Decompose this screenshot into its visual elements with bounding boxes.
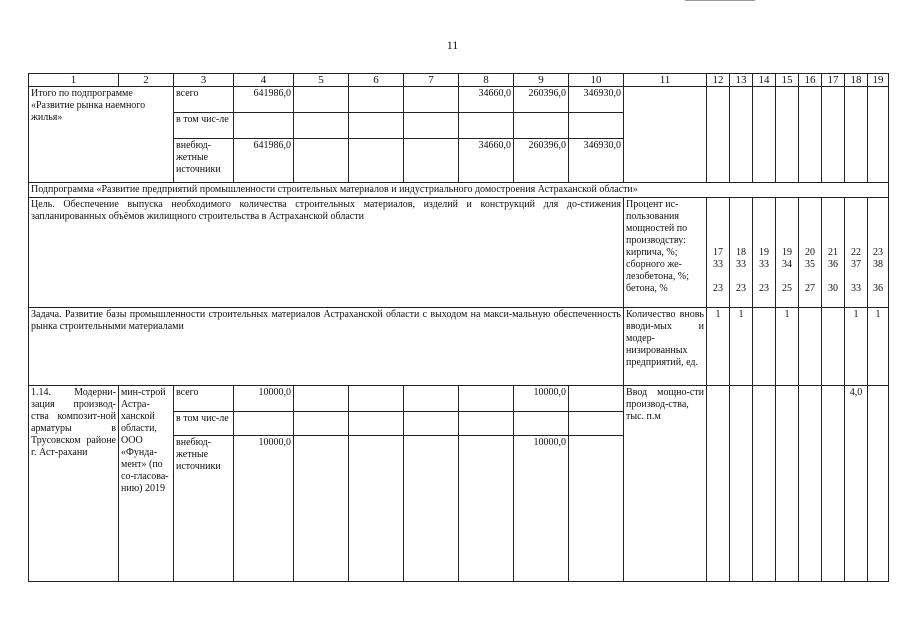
subprogram-title: Подпрограмма «Развитие предприятий промышленности строительных материалов и индустриального домостроения Астраханской области» bbox=[29, 183, 889, 198]
col-header-19: 19 bbox=[868, 74, 889, 87]
col-header-12: 12 bbox=[707, 74, 730, 87]
empty-cell bbox=[404, 436, 459, 582]
empty-cell bbox=[349, 113, 404, 139]
task-indicator: Количество вновь вводи-мых и модер-низированных предприятий, ед. bbox=[624, 308, 707, 386]
col-header-15: 15 bbox=[776, 74, 799, 87]
empty-cell bbox=[707, 87, 730, 183]
goal-text: Цель. Обеспечение выпуска необходимого количества строительных материалов, изделий и конструкций для до-стижения запланированных объёмов жилищного строительства в Астраханской области bbox=[29, 198, 624, 308]
empty-cell bbox=[349, 412, 404, 436]
empty-cell bbox=[459, 113, 514, 139]
empty-cell bbox=[459, 436, 514, 582]
empty-cell bbox=[404, 386, 459, 412]
goal-row bbox=[29, 198, 889, 308]
empty-cell bbox=[822, 386, 845, 582]
task-value-col16 bbox=[799, 308, 822, 386]
itogo-value-c10: 346930,0 bbox=[569, 139, 624, 183]
empty-cell bbox=[294, 412, 349, 436]
subprogram-row bbox=[29, 183, 889, 198]
goal-values-col18: 22 37 33 bbox=[845, 198, 868, 308]
empty-cell bbox=[349, 386, 404, 412]
itogo-value-c10: 346930,0 bbox=[569, 87, 624, 113]
measure-value-c9: 10000,0 bbox=[514, 436, 569, 582]
col-header-10: 10 bbox=[569, 74, 624, 87]
col-header-3: 3 bbox=[174, 74, 234, 87]
col-header-5: 5 bbox=[294, 74, 349, 87]
goal-indicator: Процент ис-пользования мощностей по производству: кирпича, %; сборного же-лезобетона, %; бетона, % bbox=[624, 198, 707, 308]
task-value-col18: 1 bbox=[845, 308, 868, 386]
task-value-col15: 1 bbox=[776, 308, 799, 386]
measure-row-total bbox=[29, 386, 889, 412]
measure-value-c9: 10000,0 bbox=[514, 386, 569, 412]
empty-cell bbox=[514, 113, 569, 139]
goal-values-col19: 23 38 36 bbox=[868, 198, 889, 308]
empty-cell bbox=[349, 139, 404, 183]
goal-values-col14: 19 33 23 bbox=[753, 198, 776, 308]
task-value-col14 bbox=[753, 308, 776, 386]
empty-cell bbox=[776, 386, 799, 582]
empty-cell bbox=[845, 87, 868, 183]
empty-cell bbox=[753, 386, 776, 582]
empty-cell bbox=[753, 87, 776, 183]
empty-cell bbox=[569, 412, 624, 436]
measure-value-c4: 10000,0 bbox=[234, 386, 294, 412]
empty-cell bbox=[730, 87, 753, 183]
empty-cell bbox=[349, 436, 404, 582]
goal-values-col12: 17 33 23 bbox=[707, 198, 730, 308]
itogo-value-c8: 34660,0 bbox=[459, 139, 514, 183]
itogo-value-c8: 34660,0 bbox=[459, 87, 514, 113]
measure-label: в том чис-ле bbox=[174, 412, 234, 436]
empty-cell bbox=[459, 386, 514, 412]
task-row bbox=[29, 308, 889, 386]
task-value-col13: 1 bbox=[730, 308, 753, 386]
empty-cell bbox=[624, 87, 707, 183]
empty-cell bbox=[294, 87, 349, 113]
empty-cell bbox=[234, 113, 294, 139]
col-header-11: 11 bbox=[624, 74, 707, 87]
itogo-label: всего bbox=[174, 87, 234, 113]
col-header-2: 2 bbox=[119, 74, 174, 87]
col-header-16: 16 bbox=[799, 74, 822, 87]
empty-cell bbox=[569, 436, 624, 582]
empty-cell bbox=[569, 113, 624, 139]
col-header-9: 9 bbox=[514, 74, 569, 87]
col-header-7: 7 bbox=[404, 74, 459, 87]
measure-value-c18: 4,0 bbox=[845, 386, 868, 582]
itogo-value-c4: 641986,0 bbox=[234, 139, 294, 183]
col-header-8: 8 bbox=[459, 74, 514, 87]
goal-values-col15: 19 34 25 bbox=[776, 198, 799, 308]
task-value-col12: 1 bbox=[707, 308, 730, 386]
empty-cell bbox=[349, 87, 404, 113]
col-header-1: 1 bbox=[29, 74, 119, 87]
itogo-label: в том чис-ле bbox=[174, 113, 234, 139]
col-header-4: 4 bbox=[234, 74, 294, 87]
itogo-value-c9: 260396,0 bbox=[514, 87, 569, 113]
measure-executor: мин-строй Астра-ханской области, ООО «Фунда-мент» (по со-гласова-нию) 2019 bbox=[119, 386, 174, 582]
top-edge-mark bbox=[685, 0, 755, 1]
itogo-value-c9: 260396,0 bbox=[514, 139, 569, 183]
empty-cell bbox=[569, 386, 624, 412]
program-table bbox=[28, 73, 889, 582]
col-header-18: 18 bbox=[845, 74, 868, 87]
header-row bbox=[29, 74, 889, 87]
empty-cell bbox=[404, 412, 459, 436]
itogo-row-total bbox=[29, 87, 889, 113]
itogo-value-c4: 641986,0 bbox=[234, 87, 294, 113]
empty-cell bbox=[868, 386, 889, 582]
empty-cell bbox=[514, 412, 569, 436]
task-value-col19: 1 bbox=[868, 308, 889, 386]
empty-cell bbox=[294, 139, 349, 183]
empty-cell bbox=[822, 87, 845, 183]
col-header-14: 14 bbox=[753, 74, 776, 87]
measure-label: всего bbox=[174, 386, 234, 412]
task-text: Задача. Развитие базы промышленности строительных материалов Астраханской области с выходом на макси-мальную обеспеченность рынка строительными материалами bbox=[29, 308, 624, 386]
measure-name: 1.14. Модерни-зация производ-ства композит-ной арматуры в Трусовском районе г. Аст-рахани bbox=[29, 386, 119, 582]
empty-cell bbox=[730, 386, 753, 582]
empty-cell bbox=[234, 412, 294, 436]
empty-cell bbox=[799, 386, 822, 582]
empty-cell bbox=[294, 386, 349, 412]
task-value-col17 bbox=[822, 308, 845, 386]
empty-cell bbox=[404, 139, 459, 183]
empty-cell bbox=[404, 87, 459, 113]
page-number: 11 bbox=[446, 38, 459, 52]
measure-value-c4: 10000,0 bbox=[234, 436, 294, 582]
empty-cell bbox=[707, 386, 730, 582]
empty-cell bbox=[294, 436, 349, 582]
empty-cell bbox=[294, 113, 349, 139]
col-header-17: 17 bbox=[822, 74, 845, 87]
empty-cell bbox=[459, 412, 514, 436]
col-header-6: 6 bbox=[349, 74, 404, 87]
col-header-13: 13 bbox=[730, 74, 753, 87]
empty-cell bbox=[799, 87, 822, 183]
empty-cell bbox=[868, 87, 889, 183]
measure-label: внебюд-жетные источники bbox=[174, 436, 234, 582]
goal-values-col17: 21 36 30 bbox=[822, 198, 845, 308]
itogo-label: внебюд-жетные источники bbox=[174, 139, 234, 183]
itogo-title: Итого по подпрограмме «Развитие рынка наемного жилья» bbox=[29, 87, 174, 183]
measure-indicator: Ввод мощно-сти производ-ства, тыс. п.м bbox=[624, 386, 707, 582]
goal-values-col13: 18 33 23 bbox=[730, 198, 753, 308]
empty-cell bbox=[776, 87, 799, 183]
goal-values-col16: 20 35 27 bbox=[799, 198, 822, 308]
empty-cell bbox=[404, 113, 459, 139]
